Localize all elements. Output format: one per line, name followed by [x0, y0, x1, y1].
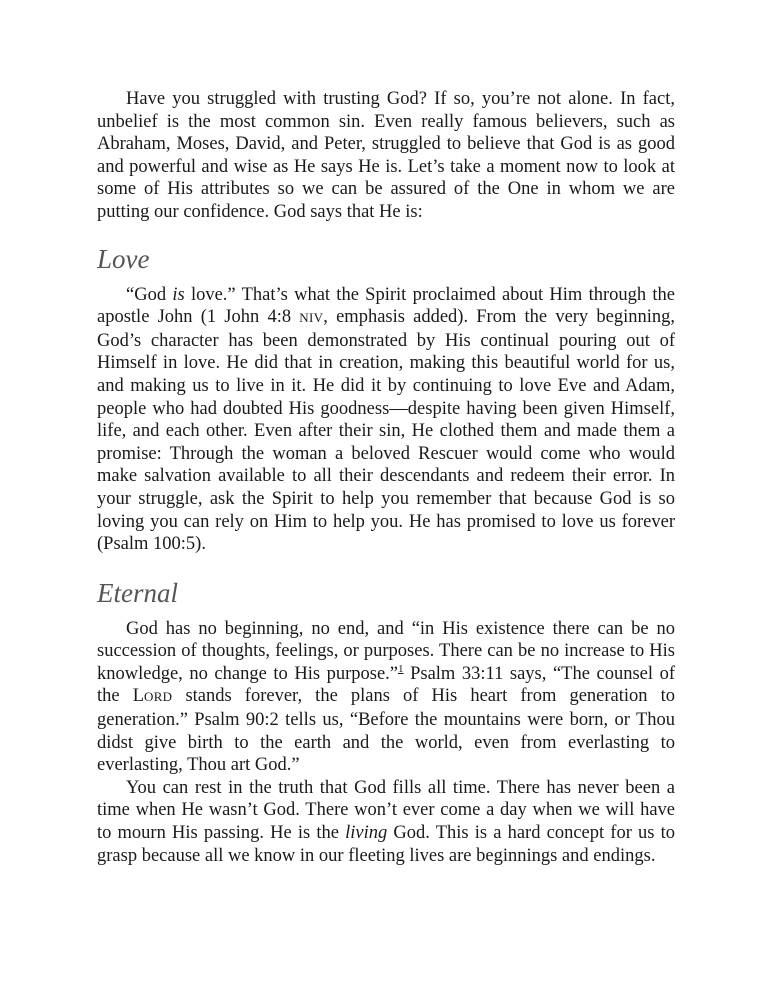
eternal-text-1a: God has no beginning, no end, and “in His existence there can be no succession of thoughts, feelings, or purposes. There can be no increase to His knowledge, no change to His purpose.” — [97, 618, 675, 684]
eternal-text-2b: God. This is a hard concept for us to grasp because all we know in our fleeting lives are beginnings and endings. — [97, 823, 675, 866]
love-text-2: love.” That’s what the Spirit proclaimed about Him through the apostle John (1 John 4:8 — [97, 284, 675, 328]
section-heading-love: Love — [97, 243, 150, 274]
eternal-text-1c: stands forever, the plans of His heart from generation to generation.” Psalm 90:2 tells us, “Before the mountains were born, or Thou didst give birth to the earth and the world, even from everlasting to everlasting, Thou art God.” — [97, 686, 675, 776]
intro-paragraph: Have you struggled with trusting God? If so, you’re not alone. In fact, unbelief is the most common sin. Even really famous believers, such as Abraham, Moses, David, and Peter, struggled to believe that God is as good and powerful and wise as He says He is. Let’s take a moment now to look at some of His attributes so we can be assured of the One in whom we are putting our confidence. God says that He is: — [97, 89, 675, 222]
page-content — [97, 88, 675, 867]
eternal-emphasis-living: living — [345, 823, 388, 844]
lord-small-caps: ORD — [144, 689, 173, 705]
love-emphasis: is — [172, 284, 185, 305]
eternal-text-1b: Psalm 33:11 says, “The counsel of the L — [97, 663, 675, 707]
section-heading-eternal: Eternal — [97, 577, 178, 608]
eternal-paragraph-1 — [97, 618, 675, 777]
love-text-3: , emphasis added). From the very beginning, God’s character has been demonstrated by His continual pouring out of Himself in love. He did that in creation, making this beautiful world for us, and making us to live in it. He did it by continuing to love Eve and Adam, people who had doubted His goodness—despite having been given Himself, life, and each other. Even after their sin, He clothed them and made them a promise: Through the woman a beloved Rescuer would come who would make salvation available to all their descendants and redeem their error. In your struggle, ask the Spirit to help you remember that because God is so loving you can rely on Him to help you. He has promised to love us forever (Psalm 100:5). — [97, 307, 675, 555]
footnote-link[interactable]: 1 — [398, 662, 404, 675]
eternal-text-2a: You can rest in the truth that God fills all time. There has never been a time when He wasn’t God. There won’t ever come a day when we will have to mourn His passing. He is the — [97, 777, 675, 844]
niv-abbrev: NIV — [299, 310, 324, 326]
love-paragraph — [97, 284, 675, 556]
love-text-1: “God — [126, 284, 173, 305]
eternal-paragraph-2 — [97, 777, 675, 867]
